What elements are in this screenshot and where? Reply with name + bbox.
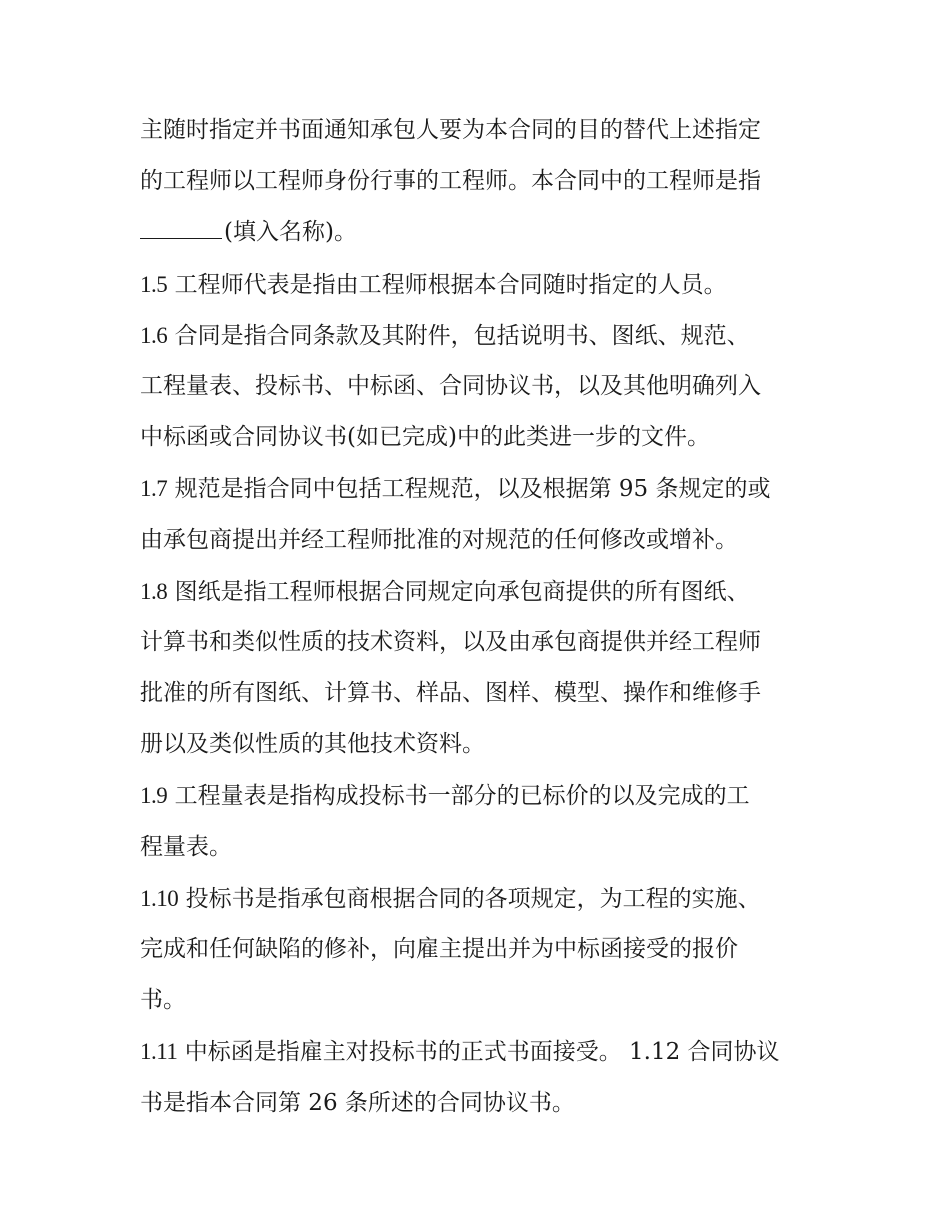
text-line <box>140 617 820 668</box>
line-text: 由承包商提出并经工程师批准的对规范的任何修改或增补。 <box>140 526 738 553</box>
line-text: 中标函是指雇主对投标书的正式书面接受。 1.12 合同协议 <box>184 1039 780 1066</box>
text-line <box>140 924 820 975</box>
clause-1-9 <box>140 770 820 821</box>
text-line <box>140 719 820 770</box>
clause-number: 1.5 <box>140 271 168 297</box>
line-text: 工程师代表是指由工程师根据本合同随时指定的人员。 <box>174 271 727 298</box>
clause-1-5 <box>140 259 820 310</box>
text-line <box>140 105 820 156</box>
text-line <box>140 207 820 258</box>
clause-number: 1.10 <box>140 885 179 911</box>
text-line <box>140 361 820 412</box>
line-text: 工程量表是指构成投标书一部分的已标价的以及完成的工 <box>174 783 750 810</box>
clause-1-7 <box>140 463 820 514</box>
text-line <box>140 412 820 463</box>
line-text: 书。 <box>140 987 186 1014</box>
text-line <box>140 156 820 207</box>
text-line <box>140 822 820 873</box>
line-text: 工程量表、投标书、中标函、合同协议书，以及其他明确列入 <box>140 372 761 399</box>
clause-1-6 <box>140 310 820 361</box>
clause-number: 1.9 <box>140 783 168 809</box>
line-text: 程量表。 <box>140 833 232 860</box>
fill-in-blank <box>140 216 222 239</box>
line-text: 的工程师以工程师身份行事的工程师。本合同中的工程师是指 <box>140 168 761 195</box>
clause-number: 1.6 <box>140 322 168 348</box>
text-line <box>140 1078 820 1129</box>
line-text: 书是指本合同第 26 条所述的合同协议书。 <box>140 1089 575 1116</box>
clause-1-10 <box>140 873 820 924</box>
line-text: 主随时指定并书面通知承包人要为本合同的目的替代上述指定 <box>140 117 761 143</box>
line-text: 中标函或合同协议书(如已完成)中的此类进一步的文件。 <box>140 424 710 451</box>
text-line <box>140 668 820 719</box>
clause-number: 1.7 <box>140 476 168 502</box>
text-line <box>140 975 820 1026</box>
line-text: 批准的所有图纸、计算书、样品、图样、模型、操作和维修手 <box>140 680 761 707</box>
line-text: 合同是指合同条款及其附件，包括说明书、图纸、规范、 <box>174 322 750 349</box>
line-text: 投标书是指承包商根据合同的各项规定，为工程的实施、 <box>185 885 761 912</box>
line-text: 计算书和类似性质的技术资料，以及由承包商提供并经工程师 <box>140 628 761 655</box>
clause-number: 1.8 <box>140 578 168 604</box>
line-text: 图纸是指工程师根据合同规定向承包商提供的所有图纸、 <box>174 578 750 605</box>
clause-number: 1.11 <box>140 1039 178 1065</box>
clause-1-8 <box>140 566 820 617</box>
line-text: 完成和任何缺陷的修补，向雇主提出并为中标函接受的报价 <box>140 936 738 962</box>
line-text: 规范是指合同中包括工程规范，以及根据第 95 条规定的或 <box>174 476 771 503</box>
contract-clauses-text <box>140 105 820 1129</box>
line-text: 册以及类似性质的其他技术资料。 <box>140 731 485 758</box>
line-text: (填入名称)。 <box>224 219 357 246</box>
clause-1-11 <box>140 1026 820 1077</box>
text-line <box>140 515 820 566</box>
